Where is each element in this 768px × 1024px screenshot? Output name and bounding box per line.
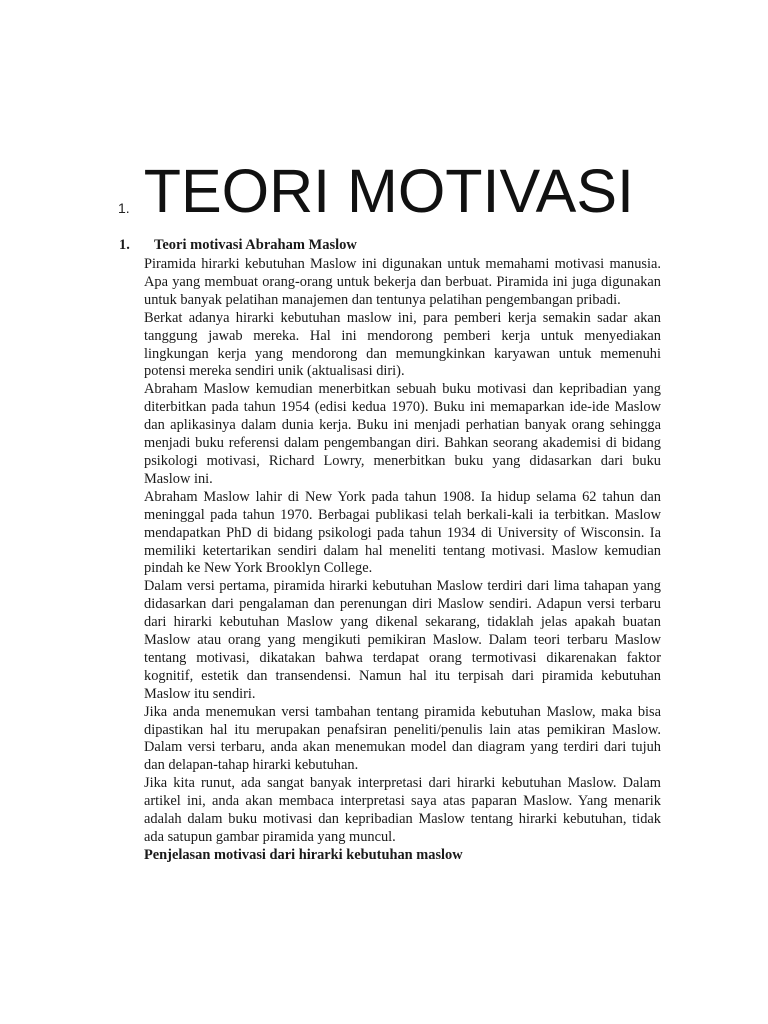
paragraph: Abraham Maslow kemudian menerbitkan sebuah buku motivasi dan kepribadian yang diterbitkan pada tahun 1954 (edisi kedua 1970). Buku ini memaparkan ide-ide Maslow dan aplikasinya dalam dunia kerja. Buku ini menjadi perhatian banyak orang sehingga menjadi buku referensi dalam pengembangan diri. Bahkan seorang akademisi di bidang psikologi motivasi, Richard Lowry, menerbitkan buku yang didasarkan dari buku Maslow ini. [144, 381, 661, 487]
paragraph: Berkat adanya hirarki kebutuhan maslow ini, para pemberi kerja semakin sadar akan tanggung jawab mereka. Hal ini mendorong pemberi kerja untuk menyediakan lingkungan kerja yang mendorong dan memungkinkan karyawan untuk memenuhi potensi mereka sendiri unik (aktualisasi diri). [144, 309, 661, 380]
subheading: Penjelasan motivasi dari hirarki kebutuhan maslow [144, 846, 463, 863]
section-heading [119, 237, 357, 254]
document-title [118, 148, 634, 228]
section-heading-text: Teori motivasi Abraham Maslow [154, 237, 357, 253]
section-number: 1. [119, 237, 130, 253]
paragraph: Dalam versi pertama, piramida hirarki kebutuhan Maslow terdiri dari lima tahapan yang didasarkan dari pengalaman dan perenungan diri Maslow sendiri. Adapun versi terbaru dari hirarki kebutuhan Maslow yang dikenal sekarang, tidaklah jelas apakah buatan Maslow atau orang yang mengikuti pemikiran Maslow. Dalam teori terbaru Maslow tentang motivasi, dikatakan bahwa terdapat orang termotivasi dikarenakan faktor kognitif, estetik dan transendensi. Namun hal itu terpisah dari piramida kebutuhan Maslow itu sendiri. [144, 578, 661, 702]
paragraph: Jika anda menemukan versi tambahan tentang piramida kebutuhan Maslow, maka bisa dipastikan hal itu merupakan penafsiran peneliti/penulis lain atas pemikiran Maslow. Dalam versi terbaru, anda akan menemukan model dan diagram yang terdiri dari tujuh dan delapan-tahap hirarki kebutuhan. [144, 703, 661, 774]
paragraph: Abraham Maslow lahir di New York pada tahun 1908. Ia hidup selama 62 tahun dan meninggal pada tahun 1970. Berbagai publikasi telah berkali-kali ia terbitkan. Maslow mendapatkan PhD di bidang psikologi pada tahun 1934 di University of Wisconsin. Ia memiliki ketertarikan sendiri dalam hal meneliti tentang motivasi. Maslow kemudian pindah ke New York Brooklyn College. [144, 488, 661, 577]
title-text: TEORI MOTIVASI [143, 157, 634, 225]
paragraph: Piramida hirarki kebutuhan Maslow ini digunakan untuk memahami motivasi manusia. Apa yang membuat orang-orang untuk bekerja dan berbuat. Piramida ini juga digunakan untuk banyak pelatihan manajemen dan tentunya pelatihan pengembangan pribadi. [144, 256, 661, 308]
title-number: 1. [118, 200, 130, 216]
body-text [144, 256, 661, 865]
paragraph: Jika kita runut, ada sangat banyak interpretasi dari hirarki kebutuhan Maslow. Dalam artikel ini, anda akan membaca interpretasi saya atas paparan Maslow. Yang menarik adalah dalam buku motivasi dan kepribadian Maslow tentang hirarki kebutuhan, tidak ada satupun gambar piramida yang muncul. [144, 775, 661, 845]
